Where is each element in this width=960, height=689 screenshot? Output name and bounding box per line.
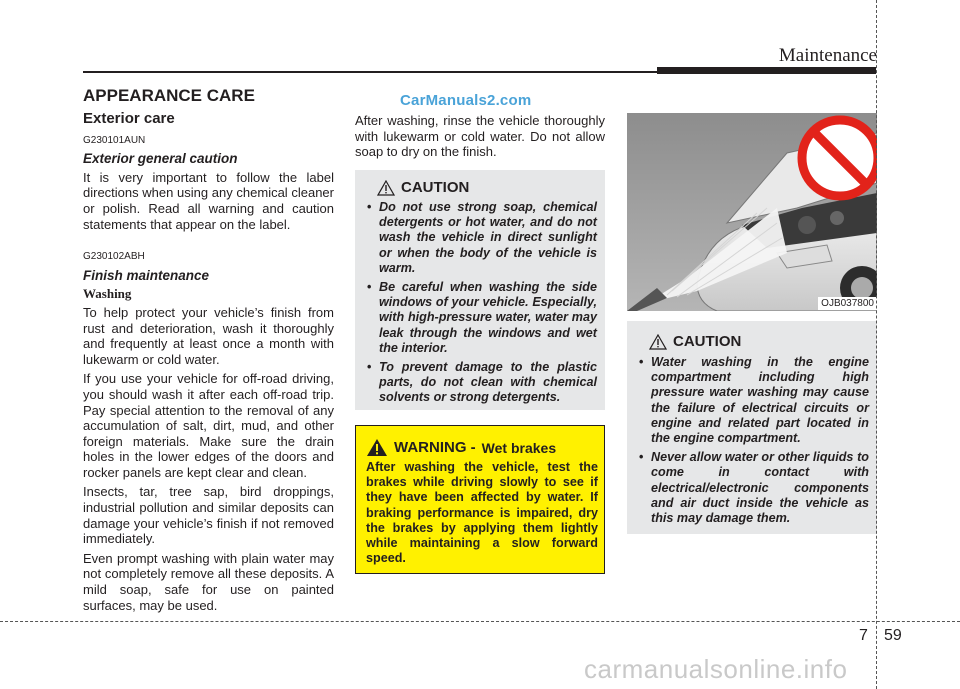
mid-column <box>355 113 605 160</box>
watermark-bottom: carmanualsonline.info <box>584 654 848 684</box>
caution-item: • Be careful when washing the side windows of your vehicle. Especially, with high-pressure water, water may leak through the windows and wet the interior. <box>367 280 597 356</box>
left-column <box>83 111 334 613</box>
para-deposits: Insects, tar, tree sap, bird droppings, industrial pollution and similar deposits can damage your vehicle’s finish if not removed immediately. <box>83 484 334 547</box>
prohibition-icon <box>802 120 877 196</box>
caution-item: • Water washing in the engine compartment including high pressure water washing may cause the failure of electrical circuits or engine and related part located in the engine compartment. <box>639 355 869 446</box>
caution-item: • Never allow water or other liquids to come in contact with electrical/electronic components and air duct inside the vehicle as this may damage them. <box>639 450 869 526</box>
warning-title-text: WARNING - <box>394 439 476 456</box>
caution-list <box>367 200 597 406</box>
caution-item: • Do not use strong soap, chemical detergents or hot water, and do not wash the vehicle in direct sunlight or when the body of the vehicle is warm. <box>367 200 597 276</box>
warning-text: After washing the vehicle, test the brakes while driving slowly to see if they have been affected by water. If braking performance is impaired, dry the brakes by applying them lightly while maintaining a slow forward speed. <box>366 460 598 566</box>
para-wash-frequency: To help protect your vehicle’s finish from rust and deterioration, wash it thoroughly and frequently at least once a month with lukewarm or cold water. <box>83 304 334 367</box>
heading-exterior-care: Exterior care <box>83 110 175 127</box>
caution-triangle-icon <box>377 180 395 196</box>
caution-title <box>649 333 869 350</box>
warning-subtitle: Wet brakes <box>481 439 557 456</box>
caution-box-washing <box>355 170 605 410</box>
page-title: APPEARANCE CARE <box>83 86 255 105</box>
code-2: G230102ABH <box>83 251 145 263</box>
engine-wash-illustration <box>627 113 877 311</box>
footer-rule <box>0 621 960 622</box>
para-mild-soap: Even prompt washing with plain water may not completely remove all these deposits. A mild soap, safe for use on painted surfaces, may be used. <box>83 550 334 613</box>
caution-title-text: CAUTION <box>401 179 470 196</box>
image-caption: OJB037800 <box>818 297 877 310</box>
header-rule <box>83 71 663 73</box>
caution-box-engine <box>627 321 877 534</box>
subheading-general-caution: Exterior general caution <box>83 151 238 167</box>
illustration-engine-wash <box>627 113 877 311</box>
warning-triangle-icon <box>366 438 388 457</box>
warning-title <box>366 438 598 457</box>
watermark-top: CarManuals2.com <box>400 92 532 109</box>
page-margin-line <box>876 0 877 689</box>
header-rule-bold <box>657 67 876 74</box>
section-label: Maintenance <box>778 45 877 66</box>
code-1: G230101AUN <box>83 134 146 146</box>
caution-list <box>639 355 869 526</box>
para-rinse: After washing, rinse the vehicle thoroughly with lukewarm or cold water. Do not allow soap to dry on the finish. <box>355 113 605 160</box>
chapter-number: 7 <box>859 627 868 644</box>
page-number: 59 <box>884 627 902 644</box>
subheading-finish-maintenance: Finish maintenance <box>83 267 210 283</box>
warning-box-wet-brakes <box>355 425 605 574</box>
caution-item: • To prevent damage to the plastic parts, do not clean with chemical solvents or strong detergents. <box>367 360 597 406</box>
subheading-washing: Washing <box>83 286 132 302</box>
para-label-directions: It is very important to follow the label directions when using any chemical cleaner or polish. Read all warning and caution statements that appear on the label. <box>83 169 334 232</box>
caution-title-text: CAUTION <box>673 333 742 350</box>
para-off-road: If you use your vehicle for off-road driving, you should wash it after each off-road trip. Pay special attention to the removal of any accumulation of salt, dirt, mud, and other foreign materials. Make sure the drain holes in the lower edges of the doors and rocker panels are kept clear and clean. <box>83 371 334 480</box>
caution-triangle-icon <box>649 334 667 350</box>
caution-title <box>377 179 597 196</box>
